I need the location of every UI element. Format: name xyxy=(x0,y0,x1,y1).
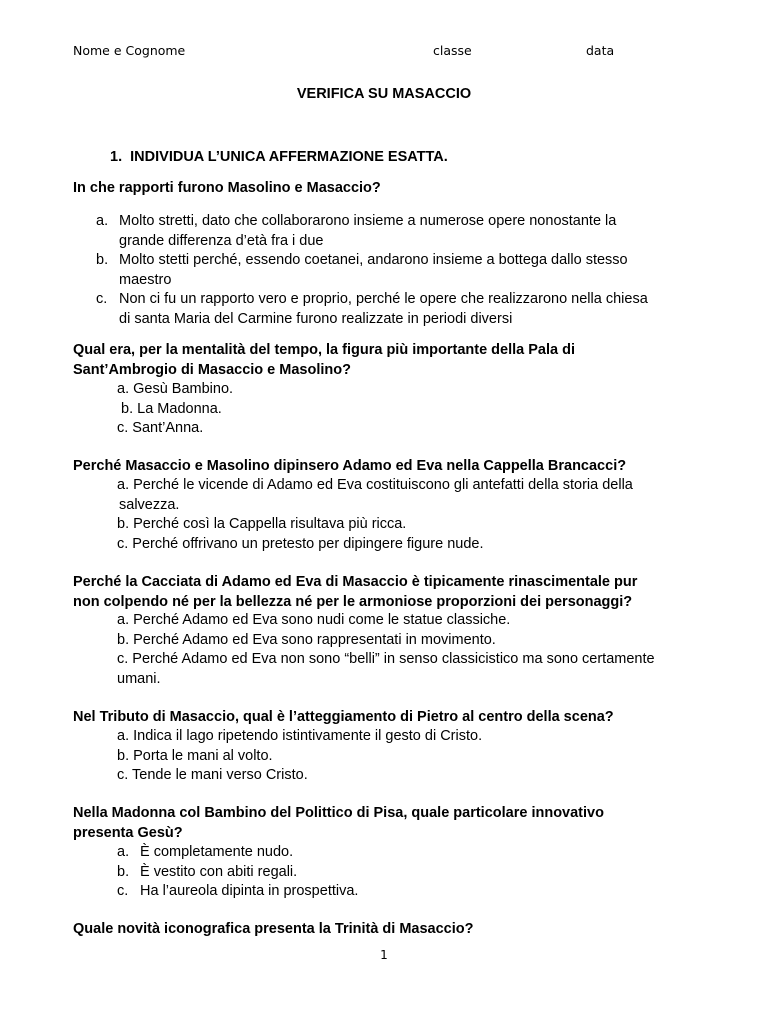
option-text: grande differenza d’età fra i due xyxy=(119,232,324,249)
question-text: Nel Tributo di Masaccio, qual è l’atteggiamento di Pietro al centro della scena? xyxy=(73,709,614,725)
question-text: Quale novità iconografica presenta la Trinità di Masaccio? xyxy=(73,921,474,937)
option-c-continued: umani. xyxy=(117,670,161,687)
option-letter: b. xyxy=(117,863,130,880)
question-3 xyxy=(73,456,626,476)
question-text: Perché Masaccio e Masolino dipinsero Adamo ed Eva nella Cappella Brancacci? xyxy=(73,458,627,474)
question-text: non colpendo né per la bellezza né per le armoniose proporzioni dei personaggi? xyxy=(73,594,633,610)
option-c: c. Perché Adamo ed Eva non sono “belli” in senso classicistico ma sono certamente xyxy=(117,651,655,667)
option-b: b. Perché Adamo ed Eva sono rappresentati in movimento. xyxy=(117,631,496,648)
question-text: Qual era, per la mentalità del tempo, la figura più importante della Pala di xyxy=(73,342,575,358)
question-1 xyxy=(73,178,381,198)
option-b xyxy=(117,863,298,883)
option-b: b. La Madonna. xyxy=(117,400,222,417)
section-number: 1. xyxy=(110,149,123,165)
option-letter: c. xyxy=(96,291,108,307)
q1-option-a xyxy=(96,212,616,251)
date-label: data xyxy=(586,43,615,58)
option-a: a. Indica il lago ripetendo istintivamente il gesto di Cristo. xyxy=(117,728,483,744)
option-a: a. Gesù Bambino. xyxy=(117,381,234,397)
option-letter: a. xyxy=(96,213,109,229)
option-text: Ha l’aureola dipinta in prospettiva. xyxy=(140,883,359,899)
q6-options xyxy=(117,843,359,902)
question-text: Sant’Ambrogio di Masaccio e Masolino? xyxy=(73,362,351,378)
option-c: c. Sant’Anna. xyxy=(117,420,204,436)
section-heading-text: INDIVIDUA L’UNICA AFFERMAZIONE ESATTA. xyxy=(130,149,448,165)
q3-options xyxy=(117,476,633,554)
section-heading xyxy=(110,149,448,165)
q5-options xyxy=(117,727,482,786)
option-b: b. Porta le mani al volto. xyxy=(117,747,273,764)
class-label: classe xyxy=(433,43,472,58)
option-text: È completamente nudo. xyxy=(140,844,294,860)
option-text: Non ci fu un rapporto vero e proprio, perché le opere che realizzarono nella chiesa xyxy=(119,291,648,307)
option-letter: c. xyxy=(117,883,129,899)
question-text: Nella Madonna col Bambino del Polittico di Pisa, quale particolare innovativo xyxy=(73,805,604,821)
option-text: maestro xyxy=(119,271,172,288)
option-c xyxy=(117,882,359,902)
option-text: È vestito con abiti regali. xyxy=(140,863,298,880)
option-c: c. Tende le mani verso Cristo. xyxy=(117,767,308,783)
q4-options xyxy=(117,611,655,689)
option-letter: a. xyxy=(117,844,130,860)
option-c: c. Perché offrivano un pretesto per dipingere figure nude. xyxy=(117,535,484,552)
page-title: VERIFICA SU MASACCIO xyxy=(296,86,472,102)
option-text: Molto stretti, dato che collaborarono insieme a numerose opere nonostante la xyxy=(119,213,617,229)
option-letter: b. xyxy=(96,252,109,268)
question-6 xyxy=(73,803,604,843)
name-label: Nome e Cognome xyxy=(73,43,186,58)
option-a: a. Perché le vicende di Adamo ed Eva costituiscono gli antefatti della storia della xyxy=(117,477,633,493)
q1-option-b xyxy=(96,251,628,290)
option-a xyxy=(117,843,294,863)
question-text: presenta Gesù? xyxy=(73,825,183,841)
question-5 xyxy=(73,707,614,727)
question-4 xyxy=(73,572,637,612)
option-a-continued: salvezza. xyxy=(119,496,180,513)
q2-options xyxy=(117,380,233,439)
option-a: a. Perché Adamo ed Eva sono nudi come le statue classiche. xyxy=(117,612,511,628)
question-text: Perché la Cacciata di Adamo ed Eva di Masaccio è tipicamente rinascimentale pur xyxy=(73,574,638,590)
q1-option-c xyxy=(96,290,648,329)
question-2 xyxy=(73,340,575,380)
option-b: b. Perché così la Cappella risultava più ricca. xyxy=(117,516,407,532)
option-text: Molto stetti perché, essendo coetanei, andarono insieme a bottega dallo stesso xyxy=(119,252,628,268)
option-text: di santa Maria del Carmine furono realizzate in periodi diversi xyxy=(119,310,513,327)
question-text: In che rapporti furono Masolino e Masaccio? xyxy=(73,180,381,196)
page-number: 1 xyxy=(380,948,388,962)
question-7 xyxy=(73,919,473,939)
